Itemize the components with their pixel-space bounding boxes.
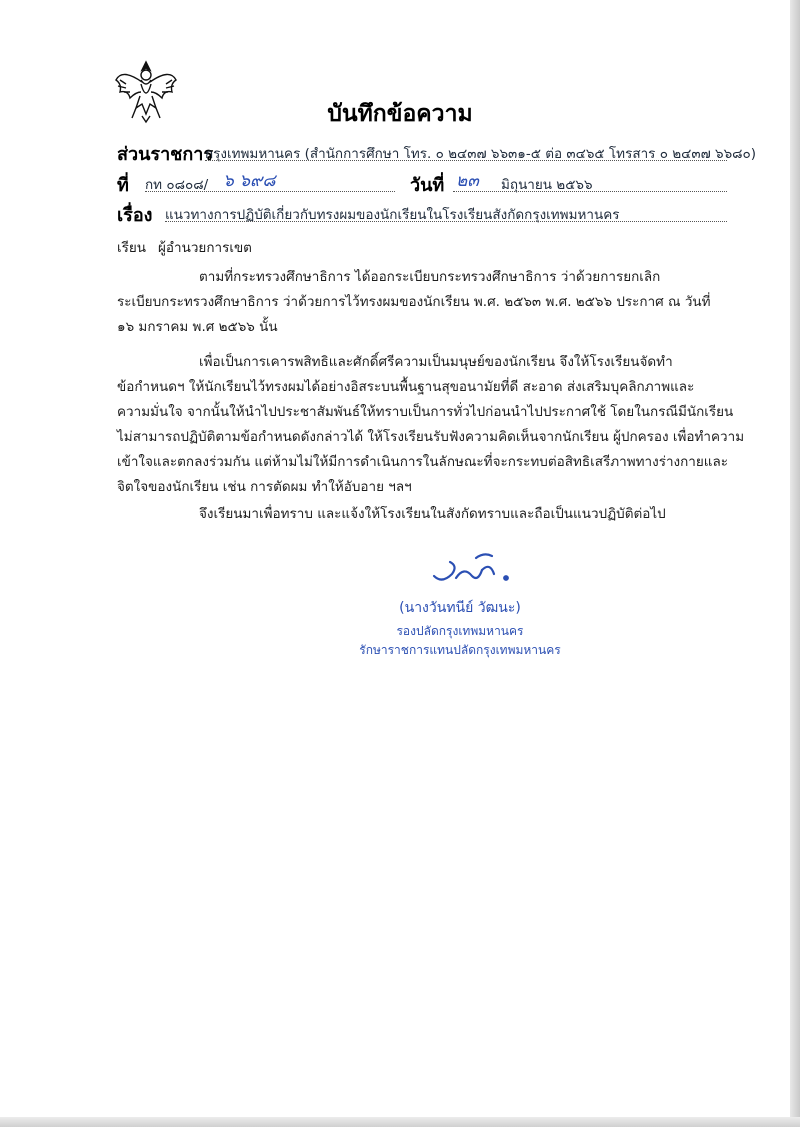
subject-label: เรื่อง (117, 205, 153, 226)
reference-label: ที่ (117, 175, 129, 196)
paragraph-1-line-3: ๑๖ มกราคม พ.ศ ๒๕๖๖ นั้น (117, 319, 278, 335)
reference-value: กท ๐๘๐๘/ (145, 177, 209, 193)
signer-position-1: รองปลัดกรุงเทพมหานคร (396, 624, 524, 638)
signer-position-2: รักษาราชการแทนปลัดกรุงเทพมหานคร (359, 643, 561, 657)
subject-dotted-line (165, 221, 727, 222)
salutation (117, 236, 264, 258)
paragraph-2-line-5: เข้าใจและตกลงร่วมกัน แต่ห้ามไม่ให้มีการดำเนินการในลักษณะที่จะกระทบต่อสิทธิเสรีภาพทางร่างกายและ (117, 454, 729, 470)
paragraph-2-line-3: ความมั่นใจ จากนั้นให้นำไปประชาสัมพันธ์ให้ทราบเป็นการทั่วไปก่อนนำไปประกาศใช้ โดยในกรณีมีนักเรียน (117, 404, 734, 420)
page-edge-right (790, 0, 800, 1127)
date-dotted-line (453, 191, 727, 192)
paragraph-2-line-4: ไม่สามารถปฏิบัติตามข้อกำหนดดังกล่าวได้ ให้โรงเรียนรับฟังความคิดเห็นจากนักเรียน ผู้ปกครอง เพื่อทำความ (117, 429, 745, 445)
date-label: วันที่ (410, 175, 445, 196)
agency-label: ส่วนราชการ (117, 144, 214, 165)
handwritten-day: ๒๓ (456, 171, 479, 191)
handwritten-reference-number: ๖ ๖๙๘ (223, 171, 276, 191)
paragraph-3-line-1: จึงเรียนมาเพื่อทราบ และแจ้งให้โรงเรียนในสังกัดทราบและถือเป็นแนวปฏิบัติต่อไป (199, 506, 666, 522)
paragraph-2-line-1: เพื่อเป็นการเคารพสิทธิและศักดิ์ศรีความเป็นมนุษย์ของนักเรียน จึงให้โรงเรียนจัดทำ (199, 354, 673, 370)
reference-row (117, 170, 727, 194)
handwritten-signature (428, 548, 518, 588)
paragraph-1-line-2: ระเบียบกระทรวงศึกษาธิการ ว่าด้วยการไว้ทรงผมของนักเรียน พ.ศ. ๒๕๖๓ พ.ศ. ๒๕๖๖ ประกาศ ณ วันที่ (117, 294, 711, 310)
subject-row (117, 200, 727, 224)
salutation-recipient: ผู้อำนวยการเขต (158, 240, 252, 256)
date-month-year: มิถุนายน ๒๕๖๖ (501, 177, 593, 193)
agency-value: กรุงเทพมหานคร (สำนักการศึกษา โทร. ๐ ๒๔๓๗ ๖๖๓๑-๕ ต่อ ๓๔๖๕ โทรสาร ๐ ๒๔๓๗ ๖๖๘๐) (205, 146, 757, 162)
agency-row (117, 139, 757, 165)
agency-dotted-line (205, 160, 727, 161)
salutation-prefix: เรียน (117, 240, 147, 256)
paragraph-2-line-6: จิตใจของนักเรียน เช่น การตัดผม ทำให้อับอาย ฯลฯ (117, 479, 412, 495)
memo-title: บันทึกข้อความ (327, 101, 473, 127)
paragraph-1-line-1: ตามที่กระทรวงศึกษาธิการ ได้ออกระเบียบกระทรวงศึกษาธิการ ว่าด้วยการยกเลิก (199, 269, 661, 285)
page-edge-bottom (0, 1117, 800, 1127)
paragraph-2-line-2: ข้อกำหนดฯ ให้นักเรียนไว้ทรงผมได้อย่างอิสระบนพื้นฐานสุขอนามัยที่ดี สะอาด ส่งเสริมบุคลิกภาพและ (117, 379, 695, 395)
subject-value: แนวทางการปฏิบัติเกี่ยวกับทรงผมของนักเรียนในโรงเรียนสังกัดกรุงเทพมหานคร (165, 207, 620, 223)
signer-name: (นางวันทนีย์ วัฒนะ) (399, 600, 521, 616)
reference-dotted-line (145, 191, 395, 192)
